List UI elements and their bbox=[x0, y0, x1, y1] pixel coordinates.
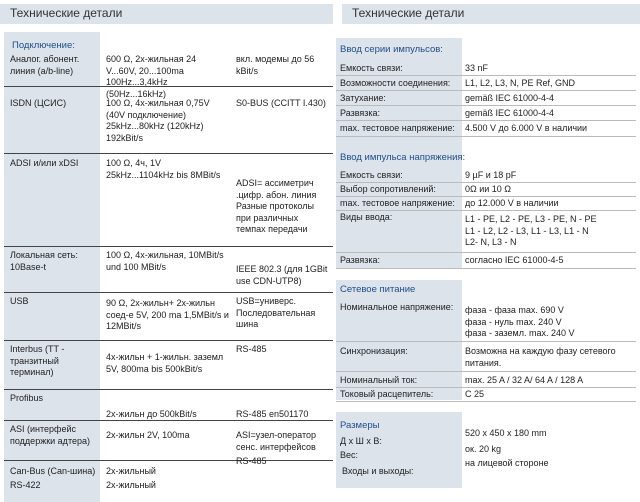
row-label: Затухание: bbox=[340, 93, 386, 103]
row-value: gemäß IEC 61000-4-4 bbox=[465, 93, 555, 103]
row-label: ISDN (ЦСИС) bbox=[10, 98, 67, 108]
row-value: до 12.000 V в наличии bbox=[465, 198, 559, 208]
row-label: max. тестовое напряжение: bbox=[340, 123, 455, 133]
row-value: 4.500 V до 6.000 V в наличии bbox=[465, 123, 588, 133]
row-label: Возможности соединения: bbox=[340, 78, 451, 88]
row-value: 520 x 450 x 180 mm bbox=[465, 428, 547, 438]
row-divider bbox=[336, 136, 636, 137]
row-value: gemäß IEC 61000-4-4 bbox=[465, 108, 555, 118]
row-spec: 100 Ω, 4x-жильная, 10MBit/s und 100 MBit/s bbox=[106, 250, 224, 272]
row-divider bbox=[336, 401, 636, 402]
row-label: Развязка: bbox=[340, 255, 381, 265]
right-section-heading: Ввод импульса напряжения: bbox=[340, 152, 466, 163]
row-label: Емкость связи: bbox=[340, 170, 403, 180]
right-title: Технические детали bbox=[342, 4, 640, 24]
row-divider bbox=[336, 120, 636, 121]
row-label: Interbus (TT - транзитный терминал) bbox=[10, 344, 65, 377]
row-divider bbox=[4, 340, 333, 341]
row-spec: 4x-жильн + 1-жильн. заземл 5V, 800ma bis 500kBit/s bbox=[106, 352, 224, 374]
row-spec: 100 Ω, 4x-жильная 0,75V (40V подключение) 25kHz...80kHz (120kHz) 192kBit/s bbox=[106, 98, 210, 143]
row-spec: 100 Ω, 4ч, 1V 25kHz...1104kHz bis 8MBit/s bbox=[106, 158, 221, 180]
row-note: вкл. модемы до 56 kBit/s bbox=[236, 54, 315, 76]
left-title: Технические детали bbox=[0, 4, 333, 24]
row-value: 9 µF и 18 pF bbox=[465, 170, 517, 180]
right-section-heading: Размеры bbox=[340, 420, 380, 431]
row-divider bbox=[336, 371, 636, 372]
row-note: RS-485 bbox=[236, 456, 267, 466]
row-divider bbox=[336, 105, 636, 106]
row-label: Profibus bbox=[10, 393, 44, 403]
row-value: согласно IEC 61000-4-5 bbox=[465, 255, 564, 265]
row-divider bbox=[336, 387, 636, 388]
row-divider bbox=[336, 75, 636, 76]
row-label: max. тестовое напряжение: bbox=[340, 198, 455, 208]
row-label: Выбор сопротивлений: bbox=[340, 184, 436, 194]
row-label: Развязка: bbox=[340, 108, 381, 118]
row-label: RS-422 bbox=[10, 480, 41, 490]
row-label: Локальная сеть: 10Base-t bbox=[10, 250, 78, 272]
row-divider bbox=[4, 153, 333, 154]
row-value: 33 nF bbox=[465, 63, 489, 73]
row-label: Виды ввода: bbox=[340, 212, 393, 222]
row-label: Синхронизация: bbox=[340, 346, 408, 356]
row-spec: 2x-жильн до 500kBit/s bbox=[106, 409, 197, 419]
row-value: фаза - фаза max. 690 V фаза - нуль max. 240 V фаза - заземл. max. 240 V bbox=[465, 305, 575, 338]
row-spec: 2x-жильный bbox=[106, 466, 156, 476]
row-value: 0Ω ии 10 Ω bbox=[465, 184, 512, 194]
row-value: C 25 bbox=[465, 389, 485, 399]
row-spec: 2x-жильный bbox=[106, 480, 156, 490]
row-divider bbox=[4, 246, 333, 247]
row-divider bbox=[336, 90, 636, 91]
row-value: L1, L2, L3, N, PE Ref, GND bbox=[465, 78, 576, 88]
left-section-heading: Подключение: bbox=[12, 40, 75, 51]
row-spec: 90 Ω, 2x-жильн+ 2x-жильн соед-е 5V, 200 ma 1,5MBit/s и 12MBit/s bbox=[106, 298, 229, 331]
row-note: S0-BUS (CCITT I.430) bbox=[236, 98, 326, 108]
row-label: Емкость связи: bbox=[340, 63, 403, 73]
row-label: Входы и выходы: bbox=[342, 466, 414, 476]
row-divider bbox=[336, 196, 636, 197]
row-label: Вес: bbox=[340, 450, 359, 460]
row-note: ADSI= ассиметрич .цифр. абон. линия Разные протоколы при различных темпах передачи bbox=[236, 178, 317, 234]
row-label: Аналог. абонент. линия (a/b-line) bbox=[10, 54, 80, 76]
row-divider bbox=[336, 341, 636, 342]
row-label: Д х Ш х В: bbox=[340, 436, 382, 446]
row-label: ASI (интерфейс поддержки адтера) bbox=[10, 424, 90, 446]
row-spec: 2x-жильн 2V, 100ma bbox=[106, 430, 190, 440]
row-divider bbox=[4, 389, 333, 390]
row-label: ADSI и/или xDSI bbox=[10, 158, 79, 168]
right-section-heading: Сетевое питание bbox=[340, 284, 416, 295]
row-label: USB bbox=[10, 296, 29, 306]
row-divider bbox=[336, 252, 636, 253]
row-note: RS-485 bbox=[236, 344, 267, 354]
row-note: USB=универс. Последовательная шина bbox=[236, 296, 316, 329]
right-section-heading: Ввод серии импульсов: bbox=[340, 44, 443, 55]
row-note: IEEE 802.3 (для 1GBit use CDN-UTP8) bbox=[236, 264, 328, 286]
row-note: ASI=узел-оператор сенс. интерфейсов bbox=[236, 430, 316, 452]
row-divider bbox=[336, 182, 636, 183]
row-note: RS-485 en501170 bbox=[236, 409, 309, 419]
row-divider bbox=[336, 268, 636, 269]
row-value: Возможна на каждую фазу сетевого питания. bbox=[465, 346, 616, 368]
row-value: L1 - PE, L2 - PE, L3 - PE, N - PE L1 - L2, L2 - L3, L1 - L3, L1 - N L2- N, L3 - N bbox=[465, 214, 597, 247]
row-label: Can-Bus (Can-шина) bbox=[10, 466, 96, 476]
row-label: Номинальный ток: bbox=[340, 375, 418, 385]
row-divider bbox=[4, 292, 333, 293]
row-value: ок. 20 kg bbox=[465, 444, 501, 454]
row-value: на лицевой стороне bbox=[465, 458, 549, 468]
row-spec: 600 Ω, 2x-жильная 24 V...60V, 20...100ma 100Hz...3,4kHz (50Hz...16kHz) bbox=[106, 54, 197, 99]
row-label: Номинальное напряжение: bbox=[340, 302, 454, 312]
row-label: Токовый расцепитель: bbox=[340, 389, 434, 399]
row-divider bbox=[336, 210, 636, 211]
row-value: max. 25 A / 32 A/ 64 A / 128 A bbox=[465, 375, 584, 385]
